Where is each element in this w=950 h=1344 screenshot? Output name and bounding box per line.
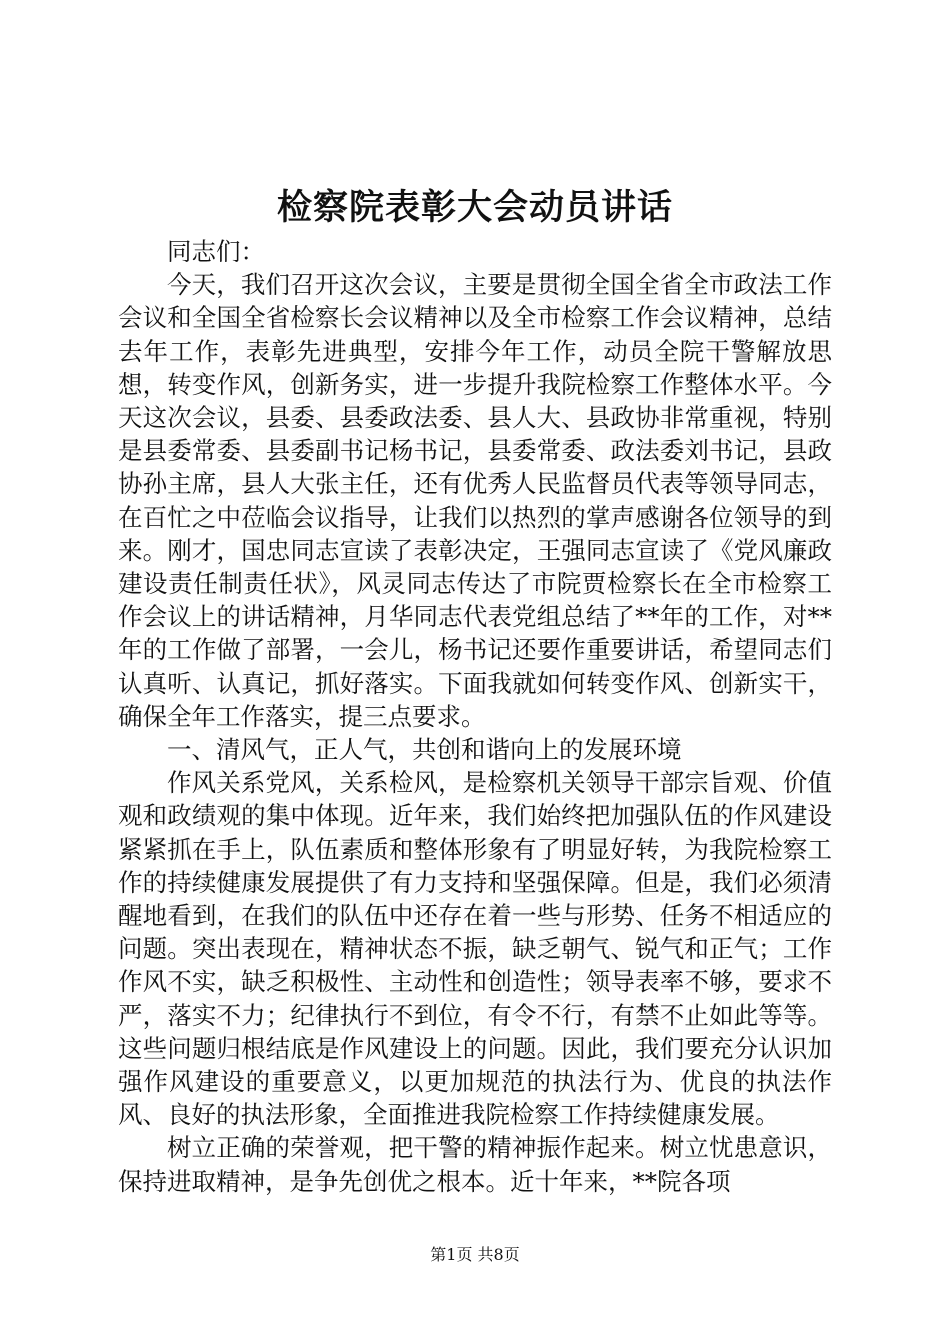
page-footer: 第1页 共8页 bbox=[430, 1245, 520, 1264]
body-paragraph: 今天，我们召开这次会议，主要是贯彻全国全省全市政法工作会议和全国全省检察长会议精神以及全市检察工作会议精神，总结去年工作，表彰先进典型，安排今年工作，动员全院干警解放思想，转变作风，创新务实，进一步提升我院检察工作整体水平。今天这次会议，县委、县委政法委、县人大、县政协非常重视，特别是县委常委、县委副书记杨书记，县委常委、政法委刘书记，县政协孙主席，县人大张主任，还有优秀人民监督员代表等领导同志，在百忙之中莅临会议指导，让我们以热烈的掌声感谢各位领导的到来。刚才，国忠同志宣读了表彰决定，王强同志宣读了《党风廉政建设责任制责任状》，风灵同志传达了市院贾检察长在全市检察工作会议上的讲话精神，月华同志代表党组总结了**年的工作，对**年的工作做了部署，一会儿，杨书记还要作重要讲话，希望同志们认真听、认真记，抓好落实。下面我就如何转变作风、创新实干，确保全年工作落实，提三点要求。 bbox=[118, 270, 832, 731]
salutation-paragraph: 同志们： bbox=[167, 237, 265, 266]
document-body bbox=[118, 235, 832, 1198]
body-paragraph: 树立正确的荣誉观，把干警的精神振作起来。树立忧患意识，保持进取精神，是争先创优之根本。近十年来，**院各项 bbox=[118, 1133, 832, 1196]
body-paragraph: 作风关系党风，关系检风，是检察机关领导干部宗旨观、价值观和政绩观的集中体现。近年来，我们始终把加强队伍的作风建设紧紧抓在手上，队伍素质和整体形象有了明显好转，为我院检察工作的持续健康发展提供了有力支持和坚强保障。但是，我们必须清醒地看到，在我们的队伍中还存在着一些与形势、任务不相适应的问题。突出表现在，精神状态不振，缺乏朝气、锐气和正气；工作作风不实，缺乏积极性、主动性和创造性；领导表率不够，要求不严，落实不力；纪律执行不到位，有令不行，有禁不止如此等等。这些问题归根结底是作风建设上的问题。因此，我们要充分认识加强作风建设的重要意义，以更加规范的执法行为、优良的执法作风、良好的执法形象，全面推进我院检察工作持续健康发展。 bbox=[118, 768, 832, 1130]
section-heading: 一、清风气，正人气，共创和谐向上的发展环境 bbox=[167, 735, 682, 765]
document-title: 检察院表彰大会动员讲话 bbox=[276, 187, 673, 228]
